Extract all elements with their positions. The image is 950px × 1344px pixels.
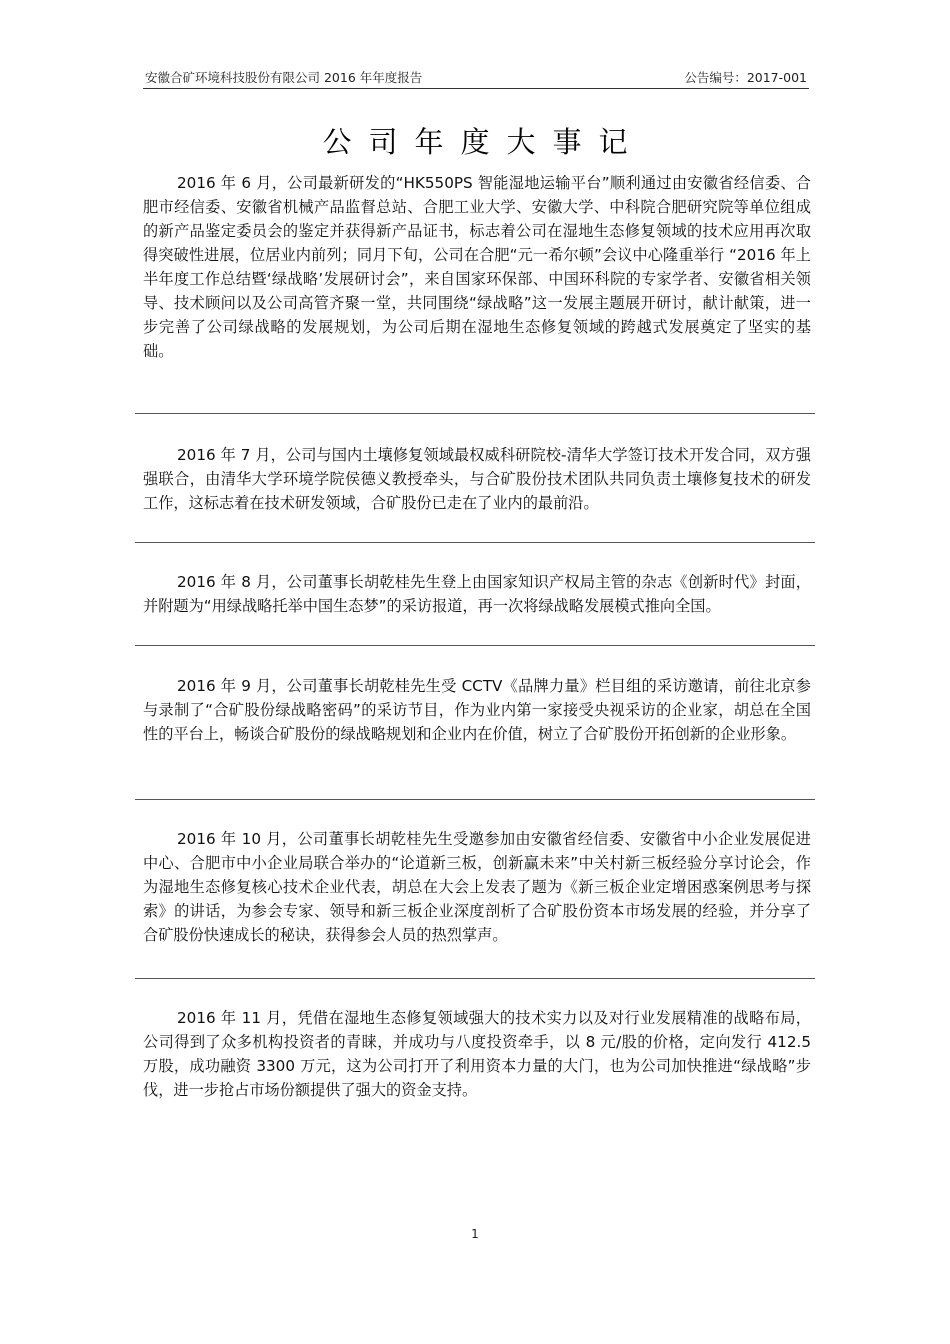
section-divider — [135, 978, 815, 979]
announcement-number: 公告编号：2017-001 — [684, 70, 807, 85]
page-header — [143, 66, 809, 89]
page-number: 1 — [471, 1227, 479, 1241]
event-june-2016: 2016 年 6 月，公司最新研发的“HK550PS 智能湿地运输平台”顺利通过由安徽省经信委、合肥市经信委、安徽省机械产品监督总站、合肥工业大学、安徽大学、中科院合肥研究院等单位组成的新产品鉴定委员会的鉴定并获得新产品证书，标志着公司在湿地生态修复领域的技术应用再次取得突破性进展，位居业内前列；同月下旬，公司在合肥“元一希尔顿”会议中心隆重举行 “2016 年上半年度工作总结暨‘绿战略’发展研讨会”，来自国家环保部、中国环科院的专家学者、安徽省相关领导、技术顾问以及公司高管齐聚一堂，共同围绕“绿战略”这一发展主题展开研讨，献计献策，进一步完善了公司绿战略的发展规划，为公司后期在湿地生态修复领域的跨越式发展奠定了坚实的基础。 — [143, 174, 811, 360]
section-divider — [135, 542, 815, 543]
event-september-2016: 2016 年 9 月，公司董事长胡乾桂先生受 CCTV《品牌力量》栏目组的采访邀请，前往北京参与录制了“合矿股份绿战略密码”的采访节目，作为业内第一家接受央视采访的企业家，胡总在全国性的平台上，畅谈合矿股份的绿战略规划和企业内在价值，树立了合矿股份开拓创新的企业形象。 — [143, 677, 811, 743]
section-divider — [135, 645, 815, 646]
event-october-2016: 2016 年 10 月，公司董事长胡乾桂先生受邀参加由安徽省经信委、安徽省中小企业发展促进中心、合肥市中小企业局联合举办的“论道新三板，创新赢未来”中关村新三板经验分享讨论会，作为湿地生态修复核心技术企业代表，胡总在大会上发表了题为《新三板企业定增困惑案例思考与探索》的讲话，为参会专家、领导和新三板企业深度剖析了合矿股份资本市场发展的经验，并分享了合矿股份快速成长的秘诀，获得参会人员的热烈掌声。 — [143, 830, 811, 944]
event-november-2016: 2016 年 11 月，凭借在湿地生态修复领域强大的技术实力以及对行业发展精准的战略布局，公司得到了众多机构投资者的青睐，并成功与八度投资牵手，以 8 元/股的价格，定向发行 412.5 万股，成功融资 3300 万元，这为公司打开了利用资本力量的大门，也为公司加快推进“绿战略”步伐，进一步抢占市场份额提供了强大的资金支持。 — [143, 1009, 811, 1099]
section-divider — [135, 413, 815, 414]
section-divider — [135, 799, 815, 800]
event-july-2016: 2016 年 7 月，公司与国内土壤修复领域最权威科研院校-清华大学签订技术开发合同，双方强强联合，由清华大学环境学院侯德义教授牵头，与合矿股份技术团队共同负责土壤修复技术的研发工作，这标志着在技术研发领域，合矿股份已走在了业内的最前沿。 — [143, 446, 811, 512]
event-august-2016: 2016 年 8 月，公司董事长胡乾桂先生登上由国家知识产权局主管的杂志《创新时代》封面，并附题为“用绿战略托举中国生态梦”的采访报道，再一次将绿战略发展模式推向全国。 — [143, 573, 811, 615]
report-title-header: 安徽合矿环境科技股份有限公司 2016 年年度报告 — [145, 70, 423, 85]
page-title: 公司年度大事记 — [322, 125, 645, 159]
